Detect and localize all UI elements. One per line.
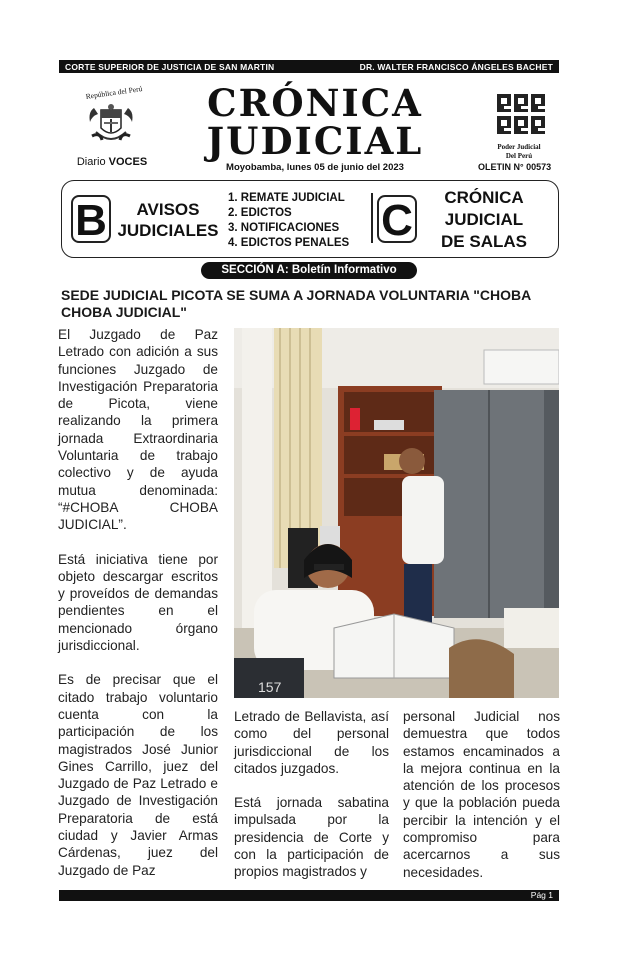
article-column-3 <box>403 708 560 898</box>
article-column-1 <box>58 326 218 896</box>
article-paragraph: El Juzgado de Paz Letrado con adición a sus funciones Juzgado de Investigación Preparatoria de Picota, viene realizando la primera jornada Extraordinaria Voluntaria de trabajo colectivo y de ayuda mutua denominada: “#CHOBA CHOBA JUDICIAL”. <box>58 327 218 533</box>
avisos-list-item: 2. EDICTOS <box>228 207 292 219</box>
national-crest-icon <box>86 102 136 146</box>
poder-judicial-name: Poder Judicial Del Perú <box>497 143 541 160</box>
article-column-2 <box>234 708 389 898</box>
poder-judicial-block <box>475 92 563 161</box>
photo-note-label: 157 <box>258 679 282 695</box>
notices-divider <box>371 193 373 243</box>
article-paragraph: Está iniciativa tiene por objeto descargar escritos y proveídos de demandas pendientes en el mencionado órgano jurisdiccional. <box>58 551 218 654</box>
article-paragraph: Letrado de Bellavista, así como del personal jurisdiccional de los citados juzgados. <box>234 709 389 776</box>
letter-b-badge: B <box>71 195 111 243</box>
article-photo <box>234 328 559 698</box>
avisos-list-item: 1. REMATE JUDICIAL <box>228 192 345 204</box>
masthead-line1: CRÓNICA <box>207 81 423 125</box>
avisos-list <box>228 191 349 251</box>
republic-label: República del Perú <box>85 84 143 101</box>
dateline: Moyobamba, lunes 05 de junio del 2023 <box>226 162 404 173</box>
poder-judicial-logo-icon <box>495 92 547 136</box>
top-banner <box>59 60 559 73</box>
section-label: SECCIÓN A: Boletín Informativo <box>201 262 417 279</box>
office-photo-illustration <box>234 328 559 698</box>
avisos-list-item: 4. EDICTOS PENALES <box>228 237 350 249</box>
article-paragraph: personal Judicial nos demuestra que todos estamos encaminados a la mejora continua en la atención de los procesos y que la población pueda percibir la intención y el compromiso para acercarnos a sus necesidades. <box>403 709 560 880</box>
court-name: CORTE SUPERIOR DE JUSTICIA DE SAN MARTIN <box>65 61 275 72</box>
article-paragraph: Es de precisar que el citado trabajo voluntario cuenta con la participación de los magistrados José Junior Gines Carrillo, juez del Juzgado de Paz Letrado e Juzgado de Investigación Preparatoria de está ciudad y Javier Armas Cárdenas, juez del Juzgado de Paz <box>58 672 218 878</box>
masthead <box>185 81 445 163</box>
page-number: Pág 1 <box>530 890 553 900</box>
article-headline: SEDE JUDICIAL PICOTA SE SUMA A JORNADA VOLUNTARIA "CHOBA CHOBA JUDICIAL" <box>61 287 531 320</box>
notices-box <box>61 180 559 258</box>
boletin-number: OLETIN N° 00573 <box>478 162 552 172</box>
avisos-judiciales-title: AVISOS JUDICIALES <box>117 200 219 240</box>
masthead-line2: JUDICIAL <box>206 119 424 163</box>
avisos-list-item: 3. NOTIFICACIONES <box>228 222 340 234</box>
president-name: DR. WALTER FRANCISCO ÁNGELES BACHET <box>359 61 553 72</box>
letter-c-badge: C <box>377 195 417 243</box>
crest-block <box>62 84 162 174</box>
diario-voces: Diario VOCES <box>76 156 148 168</box>
article-paragraph: Está jornada sabatina impulsada por la presidencia de Corte y con la participación de propios magistrados y <box>234 795 389 880</box>
cronica-salas-title: CRÓNICA JUDICIAL DE SALAS <box>441 188 527 251</box>
footer-bar <box>59 890 559 901</box>
